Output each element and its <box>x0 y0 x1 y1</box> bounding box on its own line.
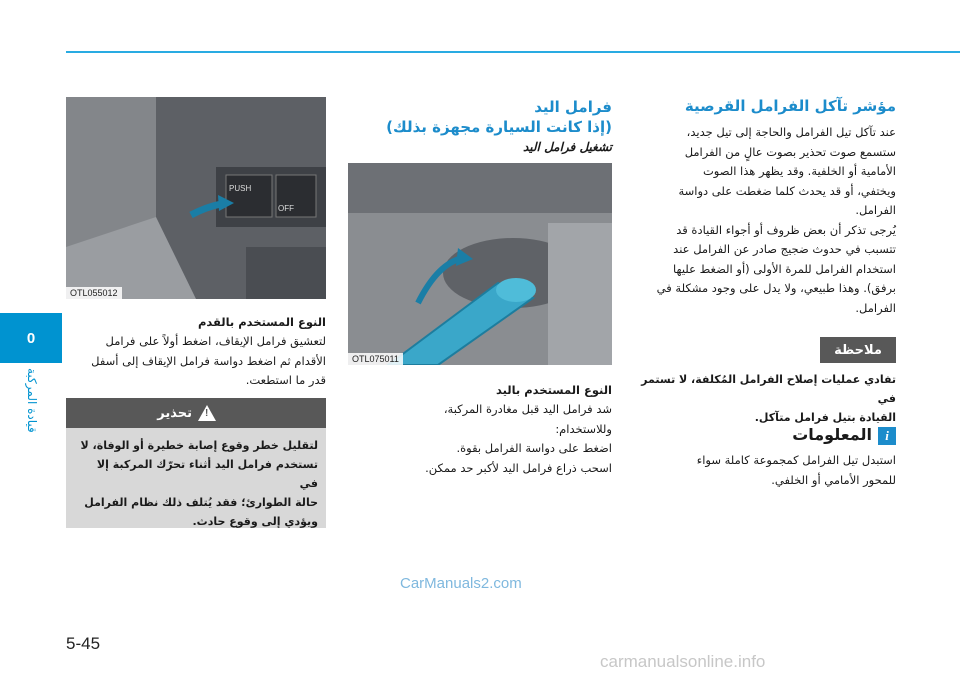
section-heading: مؤشر تآكل الفرامل القرصية <box>684 97 896 115</box>
info-icon: i <box>878 427 896 445</box>
release-label: OFF <box>278 204 294 213</box>
photo-code: OTL075011 <box>348 353 403 365</box>
disc-brake-wear-section <box>628 95 896 318</box>
watermark-link[interactable]: CarManuals2.com <box>400 575 522 592</box>
caution-title: ملاحظة <box>820 337 896 363</box>
text-line: الفرامل. <box>855 203 896 217</box>
page-number: 5-45 <box>66 634 101 653</box>
info-line: استبدل تيل الفرامل كمجموعة كاملة سواء <box>696 453 896 467</box>
text-line: ويختفي، أو قد يحدث كلما ضغطت على دواسة <box>678 183 896 198</box>
warning-line: ويؤدي إلى وقوع حادث. <box>192 515 318 528</box>
hand-type-text <box>348 380 612 478</box>
foot-brake-photo <box>66 97 326 299</box>
text-line: شد فرامل اليد قبل مغادرة المركبة، <box>443 402 612 416</box>
text-line: لتعشيق فرامل الإيقاف، اضغط أولاً على فرامل <box>105 334 326 348</box>
caution-body <box>628 370 896 427</box>
info-line: للمحور الأمامي أو الخلفي. <box>771 472 896 487</box>
foot-type-text <box>66 312 326 391</box>
warning-box <box>66 398 326 528</box>
footer-site[interactable]: carmanualsonline.info <box>600 652 766 671</box>
parking-brake-section <box>348 97 612 157</box>
text-line: الفرامل. <box>855 300 896 315</box>
hand-brake-photo <box>348 163 612 365</box>
text-line: عند تآكل تيل الفرامل والحاجة إلى تيل جديد، <box>686 125 896 139</box>
header-rule <box>66 51 960 53</box>
foot-pedal-illustration <box>66 97 326 299</box>
text-line: يُرجى تذكر أن بعض ظروف أو أجواء القيادة قد <box>676 222 896 237</box>
hand-lever-illustration <box>348 163 612 365</box>
chapter-number: 0 <box>26 329 36 347</box>
warning-line: حالة الطوارئ؛ فقد يُتلف ذلك نظام الفرامل <box>84 496 318 509</box>
section-heading-sub: (إذا كانت السيارة مجهزة بذلك) <box>386 118 612 136</box>
text-line: اضغط على دواسة الفرامل بقوة. <box>456 441 612 455</box>
section-body <box>628 123 896 318</box>
text-line: الأقدام ثم اضغط دواسة فرامل الإيقاف إلى أسفل <box>91 353 326 368</box>
chapter-label: قيادة المركبة <box>25 368 39 433</box>
text-line: وللاستخدام: <box>555 421 612 436</box>
warning-line: تستخدم فرامل اليد أثناء تحرّك المركبة إلا في <box>96 458 318 490</box>
caution-line: القيادة بتيل فرامل متآكل. <box>754 411 896 424</box>
subheading: تشغيل فرامل اليد <box>522 140 612 154</box>
text-line: اسحب ذراع فرامل اليد لأكبر حد ممكن. <box>425 460 612 475</box>
text-line: الأمامية أو الخلفية. وقد يظهر هذا الصوت <box>702 164 896 178</box>
section-heading: فرامل اليد <box>534 98 612 116</box>
warning-line: لتقليل خطر وقوع إصابة خطيرة أو الوفاة، لا <box>80 439 318 452</box>
warning-title: تحذير <box>157 405 192 421</box>
caution-line: تفادي عمليات إصلاح الفرامل المُكلفة، لا تستمر في <box>641 373 896 405</box>
info-heading <box>628 424 896 446</box>
text-line: تتسبب في حدوث ضجيج صادر عن الفرامل عند <box>673 242 896 256</box>
push-label: PUSH <box>229 184 252 193</box>
text-line: ستسمع صوت تحذير بصوت عالٍ من الفرامل <box>684 144 896 159</box>
text-line: قدر ما استطعت. <box>245 373 326 387</box>
type-label: النوع المستخدم باليد <box>495 383 612 397</box>
type-label: النوع المستخدم بالقدم <box>197 315 326 329</box>
info-body <box>628 451 896 490</box>
warning-header <box>66 398 326 428</box>
photo-code: OTL055012 <box>66 287 122 299</box>
warning-triangle-icon: ! <box>198 405 216 421</box>
text-line: برفق). وهذا طبيعي، ولا يدل على وجود مشكلة في <box>656 281 896 295</box>
text-line: استخدام الفرامل للمرة الأولى (أو الضغط عليها <box>673 261 896 276</box>
warning-body <box>76 436 318 531</box>
info-title: المعلومات <box>792 425 872 444</box>
